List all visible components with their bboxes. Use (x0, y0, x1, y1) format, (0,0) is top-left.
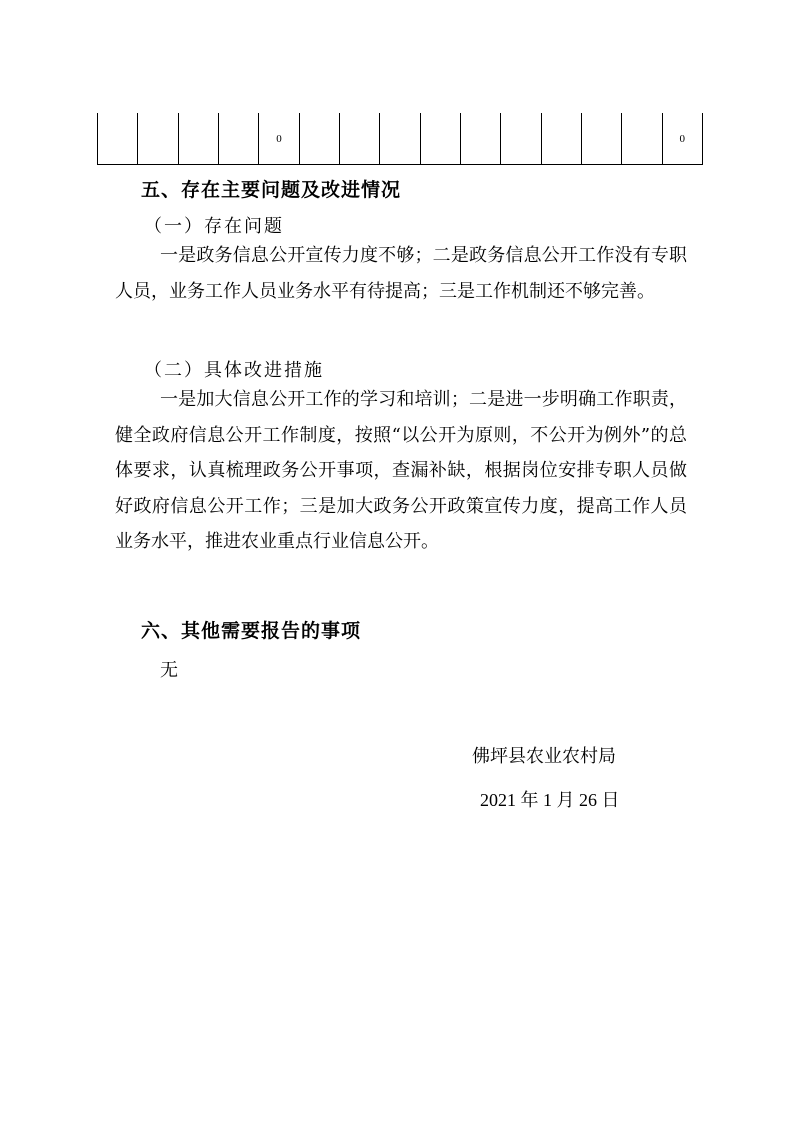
section-6-heading: 六、其他需要报告的事项 (141, 620, 362, 642)
table-cell (460, 113, 500, 165)
table-cell (98, 113, 138, 165)
table-cell (541, 113, 581, 165)
table-cell (138, 113, 178, 165)
table-cell: 0 (662, 113, 702, 165)
table-row (98, 113, 703, 165)
table-cell (178, 113, 218, 165)
table-cell (218, 113, 258, 165)
table-cell: 0 (259, 113, 299, 165)
table-cell (581, 113, 621, 165)
table-cell (622, 113, 662, 165)
table-cell (380, 113, 420, 165)
section-6-text: 无 (160, 660, 178, 681)
signature-organization: 佛坪县农业农村局 (472, 746, 616, 767)
table-cell (501, 113, 541, 165)
section-5-heading: 五、存在主要问题及改进情况 (141, 179, 402, 201)
table-cell (299, 113, 339, 165)
subsection-problems-heading: （一）存在问题 (144, 216, 284, 237)
improvements-paragraph: 一是加大信息公开工作的学习和培训；二是进一步明确工作职责，健全政府信息公开工作制度，按照“以公开为原则，不公开为例外”的总体要求，认真梳理政务公开事项，查漏补缺，根据岗位安排专职人员做好政府信息公开工作；三是加大政务公开政策宣传力度，提高工作人员业务水平，推进农业重点行业信息公开。 (115, 389, 687, 552)
table-cell (420, 113, 460, 165)
table-cell (339, 113, 379, 165)
subsection-improvements-heading: （二）具体改进措施 (144, 360, 324, 381)
statistics-table-fragment (97, 113, 703, 165)
problems-paragraph: 一是政务信息公开宣传力度不够；二是政务信息公开工作没有专职人员，业务工作人员业务水平有待提高；三是工作机制还不够完善。 (115, 245, 687, 302)
signature-date: 2021 年 1 月 26 日 (480, 790, 620, 810)
